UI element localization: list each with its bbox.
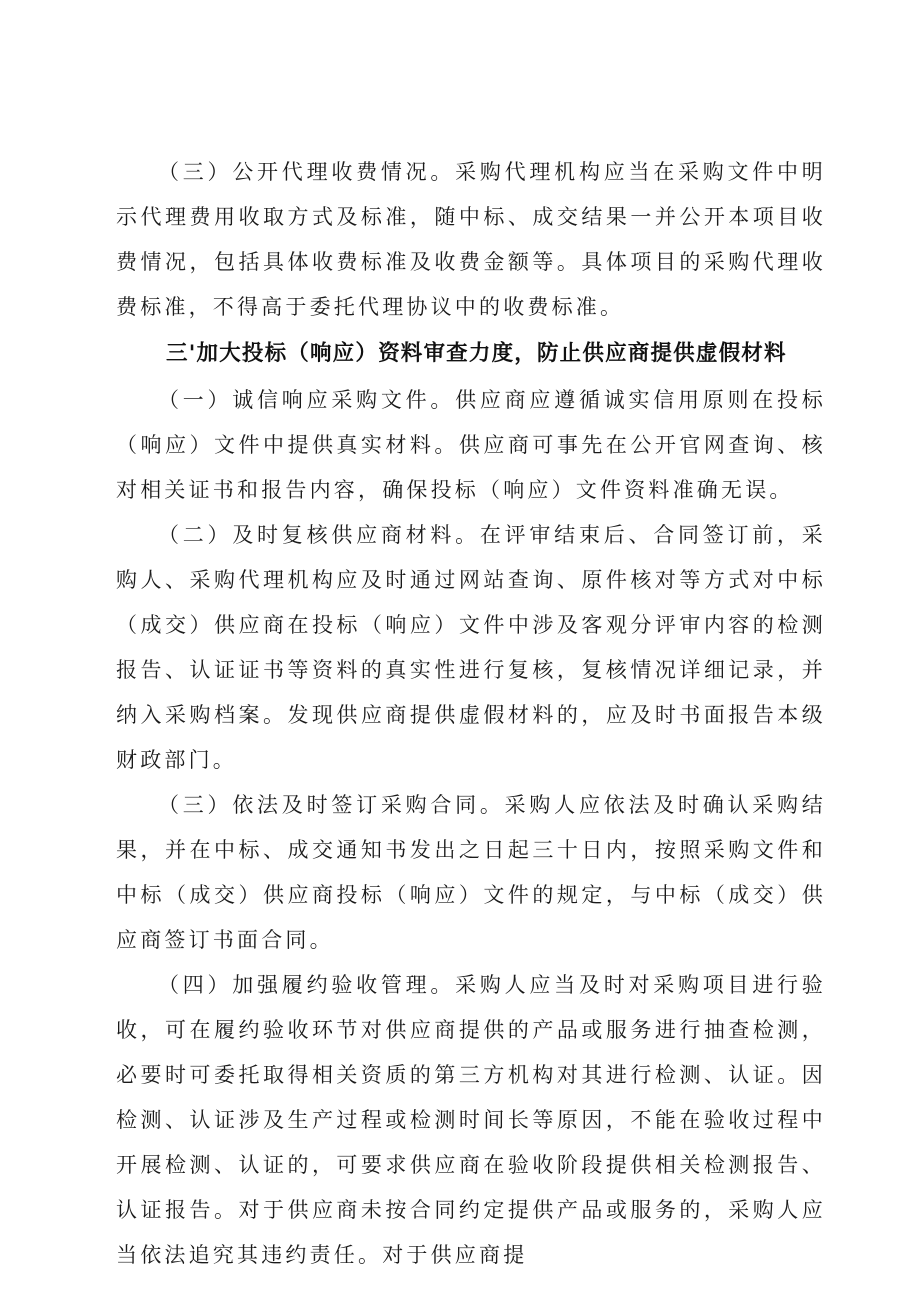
document-body	[116, 150, 826, 1278]
paragraph-acceptance-management: （四）加强履约验收管理。采购人应当及时对采购项目进行验收，可在履约验收环节对供应商提供的产品或服务进行抽查检测，必要时可委托取得相关资质的第三方机构对其进行检测、认证。因检测、认证涉及生产过程或检测时间长等原因，不能在验收过程中开展检测、认证的，可要求供应商在验收阶段提供相关检测报告、认证报告。对于供应商未按合同约定提供产品或服务的，采购人应当依法追究其违约责任。对于供应商提	[116, 973, 826, 1267]
section-heading-bid-review: 三'加大投标（响应）资料审查力度，防止供应商提供虚假材料	[166, 341, 787, 366]
paragraph-honest-response: （一）诚信响应采购文件。供应商应遵循诚实信用原则在投标（响应）文件中提供真实材料。供应商可事先在公开官网查询、核对相关证书和报告内容，确保投标（响应）文件资料准确无误。	[116, 388, 826, 502]
paragraph-agency-fee-disclosure: （三）公开代理收费情况。采购代理机构应当在采购文件中明示代理费用收取方式及标准，随中标、成交结果一并公开本项目收费情况，包括具体收费标准及收费金额等。具体项目的采购代理收费标准，不得高于委托代理协议中的收费标准。	[116, 160, 826, 319]
paragraph-timely-review: （二）及时复核供应商材料。在评审结束后、合同签订前，采购人、采购代理机构应及时通过网站查询、原件核对等方式对中标（成交）供应商在投标（响应）文件中涉及客观分评审内容的检测报告、认证证书等资料的真实性进行复核，复核情况详细记录，并纳入采购档案。发现供应商提供虚假材料的，应及时书面报告本级财政部门。	[116, 523, 826, 772]
paragraph-sign-contract: （三）依法及时签订采购合同。采购人应依法及时确认采购结果，并在中标、成交通知书发出之日起三十日内，按照采购文件和中标（成交）供应商投标（响应）文件的规定，与中标（成交）供应商签订书面合同。	[116, 793, 826, 952]
